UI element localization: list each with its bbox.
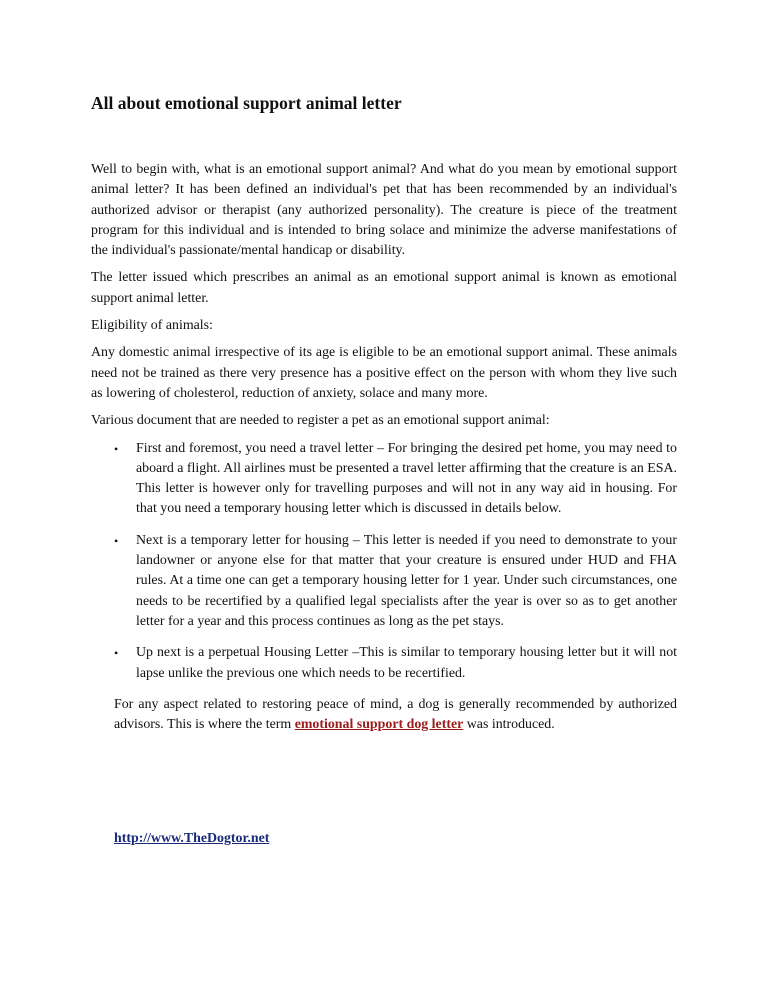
documents-list [91, 439, 677, 684]
document-page [91, 0, 677, 994]
list-item-travel-letter [114, 439, 677, 520]
list-item-text: First and foremost, you need a travel letter – For bringing the desired pet home, you may need to aboard a flight. All airlines must be presented a travel letter affirming that the creature is an ESA. This letter is however only for travelling purposes and will not in any way aid in housing. For that you need a temporary housing letter which is discussed in details below. [136, 440, 677, 517]
bullet-icon: • [114, 646, 119, 661]
document-title: All about emotional support animal letter [91, 93, 402, 113]
document-body [91, 160, 677, 742]
definition-paragraph: The letter issued which prescribes an animal as an emotional support animal is known as emotional support animal letter. [91, 270, 677, 306]
eligibility-paragraph: Any domestic animal irrespective of its age is eligible to be an emotional support animal. These animals need not be trained as there very presence has a positive effect on the person with whom they live such as lowering of cholesterol, reduction of anxiety, solace and many more. [91, 345, 677, 401]
list-item-text: Next is a temporary letter for housing – This letter is needed if you need to demonstrate to your landowner or anyone else for that matter that your creature is ensured under HUD and FHA rules. At a time one can get a temporary housing letter for 1 year. Under such circumstances, one needs to be recertified by a qualified legal specialists after the year is over so as to get another letter for a year and this process continues as long as the pet stays. [136, 532, 677, 629]
emotional-support-dog-letter-link[interactable]: emotional support dog letter [294, 717, 464, 733]
intro-paragraph: Well to begin with, what is an emotional support animal? And what do you mean by emotional support animal letter? It has been defined an individual's pet that has been recommended by an individual's authorized advisor or therapist (any authorized personality). The creature is piece of the treatment program for this individual and is intended to bring solace and minimize the adverse manifestations of the individual's passionate/mental handicap or disability. [91, 162, 677, 259]
closing-text-before: For any aspect related to restoring peace of mind, a dog is generally recommended by authorized advisors. This is where the term [114, 696, 677, 733]
documents-intro-paragraph: Various document that are needed to register a pet as an emotional support animal: [91, 413, 550, 429]
closing-text-after: was introduced. [463, 717, 555, 733]
bullet-icon: • [114, 441, 119, 456]
bullet-icon: • [114, 533, 119, 548]
list-item-perpetual-housing [114, 643, 677, 684]
thedogtor-website-link[interactable]: http://www.TheDogtor.net [114, 831, 270, 846]
eligibility-heading: Eligibility of animals: [91, 318, 213, 334]
list-item-temporary-housing [114, 531, 677, 632]
list-item-text: Up next is a perpetual Housing Letter –This is similar to temporary housing letter but it will not lapse unlike the previous one which needs to be recertified. [136, 645, 677, 681]
closing-paragraph [91, 695, 677, 736]
